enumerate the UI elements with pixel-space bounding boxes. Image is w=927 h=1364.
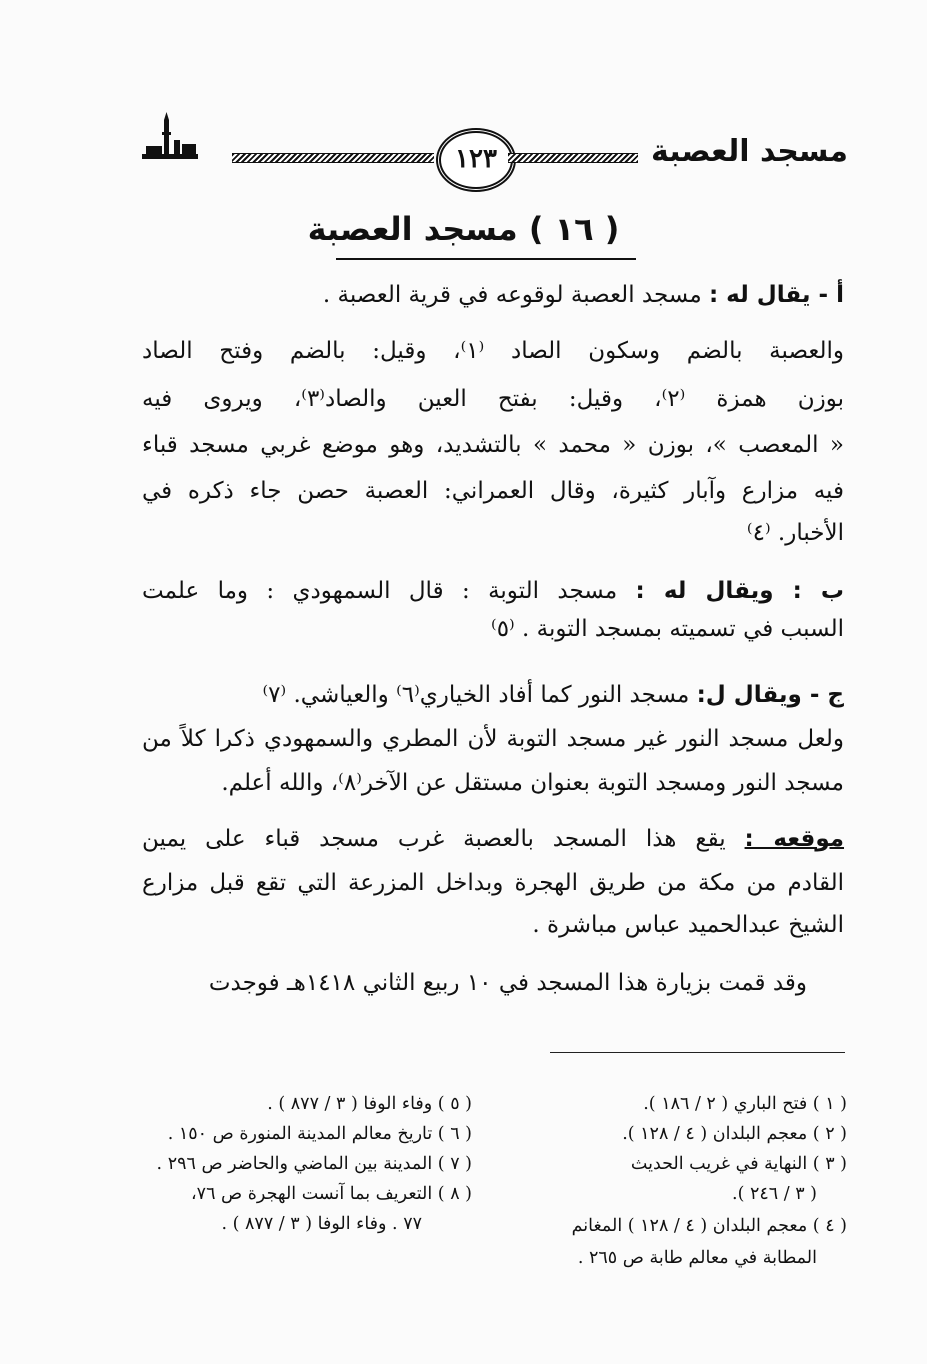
footnote-5: ( ٥ ) وفاء الوفا ( ٣ / ٨٧٧ ) . <box>267 1094 472 1114</box>
text-line: وقد قمت بزيارة هذا المسجد في ١٠ ربيع الثاني ١٤١٨هـ فوجدت <box>208 970 807 996</box>
running-head: مسجد العصبة <box>651 134 848 169</box>
paragraph-c <box>263 682 844 708</box>
text-line: بوزن همزة ⁽٢⁾، وقيل: بفتح العين والصاد⁽٣⁾، ويروى فيه <box>142 386 845 412</box>
text-d: يقع هذا المسجد بالعصبة غرب مسجد قباء على يمين <box>142 826 726 852</box>
paragraph-d <box>142 826 844 852</box>
page-number: ١٢٣ <box>436 128 516 192</box>
footnote-4-cont: المطابة في معالم طابة ص ٢٦٥ . <box>577 1248 817 1268</box>
label-d: موقعه : <box>744 826 845 852</box>
text-line: القادم من مكة من طريق الهجرة وبداخل المزرعة التي تقع قبل مزارع <box>142 870 844 896</box>
text-line: الشيخ عبدالحميد عباس مباشرة . <box>532 912 844 938</box>
footnote-6: ( ٦ ) تاريخ معالم المدينة المنورة ص ١٥٠ . <box>167 1124 472 1144</box>
text-line: والعصبة بالضم وسكون الصاد ⁽١⁾، وقيل: بالضم وفتح الصاد <box>142 338 844 364</box>
footnote-1: ( ١ ) فتح الباري ( ٢ / ١٨٦ ). <box>643 1094 847 1114</box>
footnote-8-cont: ٧٧ . وفاء الوفا ( ٣ / ٨٧٧ ) . <box>221 1214 422 1234</box>
footnote-4: ( ٤ ) معجم البلدان ( ٤ / ١٢٨ ) المغانم <box>571 1216 847 1236</box>
label-c: ج - ويقال ل: <box>696 682 844 708</box>
footnote-rule <box>550 1052 845 1053</box>
page-header <box>140 110 848 190</box>
label-a: أ - يقال له : <box>708 282 844 308</box>
text-line: « المعصب »، بوزن « محمد » بالتشديد، وهو موضع غربي مسجد قباء <box>142 432 844 458</box>
text-line: السبب في تسميته بمسجد التوبة . ⁽٥⁾ <box>491 616 844 642</box>
paragraph-a <box>323 282 844 308</box>
footnote-2: ( ٢ ) معجم البلدان ( ٤ / ١٢٨ ). <box>622 1124 847 1144</box>
footnote-3: ( ٣ ) النهاية في غريب الحديث <box>630 1154 847 1174</box>
text-line: ولعل مسجد النور غير مسجد التوبة لأن المطري والسمهودي ذكرا كلاً من <box>142 726 844 752</box>
text-line: مسجد النور ومسجد التوبة بعنوان مستقل عن الآخر⁽٨⁾، والله أعلم. <box>221 770 844 796</box>
text-b: مسجد التوبة : قال السمهودي : وما علمت <box>142 578 618 604</box>
text-line: الأخبار. ⁽٤⁾ <box>746 520 844 546</box>
mosque-icon <box>140 110 200 170</box>
text-line: فيه مزارع وآبار كثيرة، وقال العمراني: العصبة حصن جاء ذكره في <box>142 478 844 504</box>
chapter-title: ( ١٦ ) مسجد العصبة <box>307 210 620 248</box>
paragraph-b <box>142 578 844 604</box>
text-c: مسجد النور كما أفاد الخياري⁽٦⁾ والعياشي. ⁽٧⁾ <box>262 682 690 708</box>
label-b: ب : ويقال له : <box>635 578 845 604</box>
title-underline <box>336 258 636 260</box>
text-a: مسجد العصبة لوقوعه في قرية العصبة . <box>322 282 702 308</box>
footnote-3-cont: ( ٣ / ٢٤٦ ). <box>732 1184 817 1204</box>
rope-ornament-right <box>508 153 638 163</box>
rope-ornament-left <box>232 153 434 163</box>
footnote-7: ( ٧ ) المدينة بين الماضي والحاضر ص ٢٩٦ . <box>156 1154 472 1174</box>
footnote-8: ( ٨ ) التعريف بما آنست الهجرة ص ٧٦، <box>191 1184 472 1204</box>
